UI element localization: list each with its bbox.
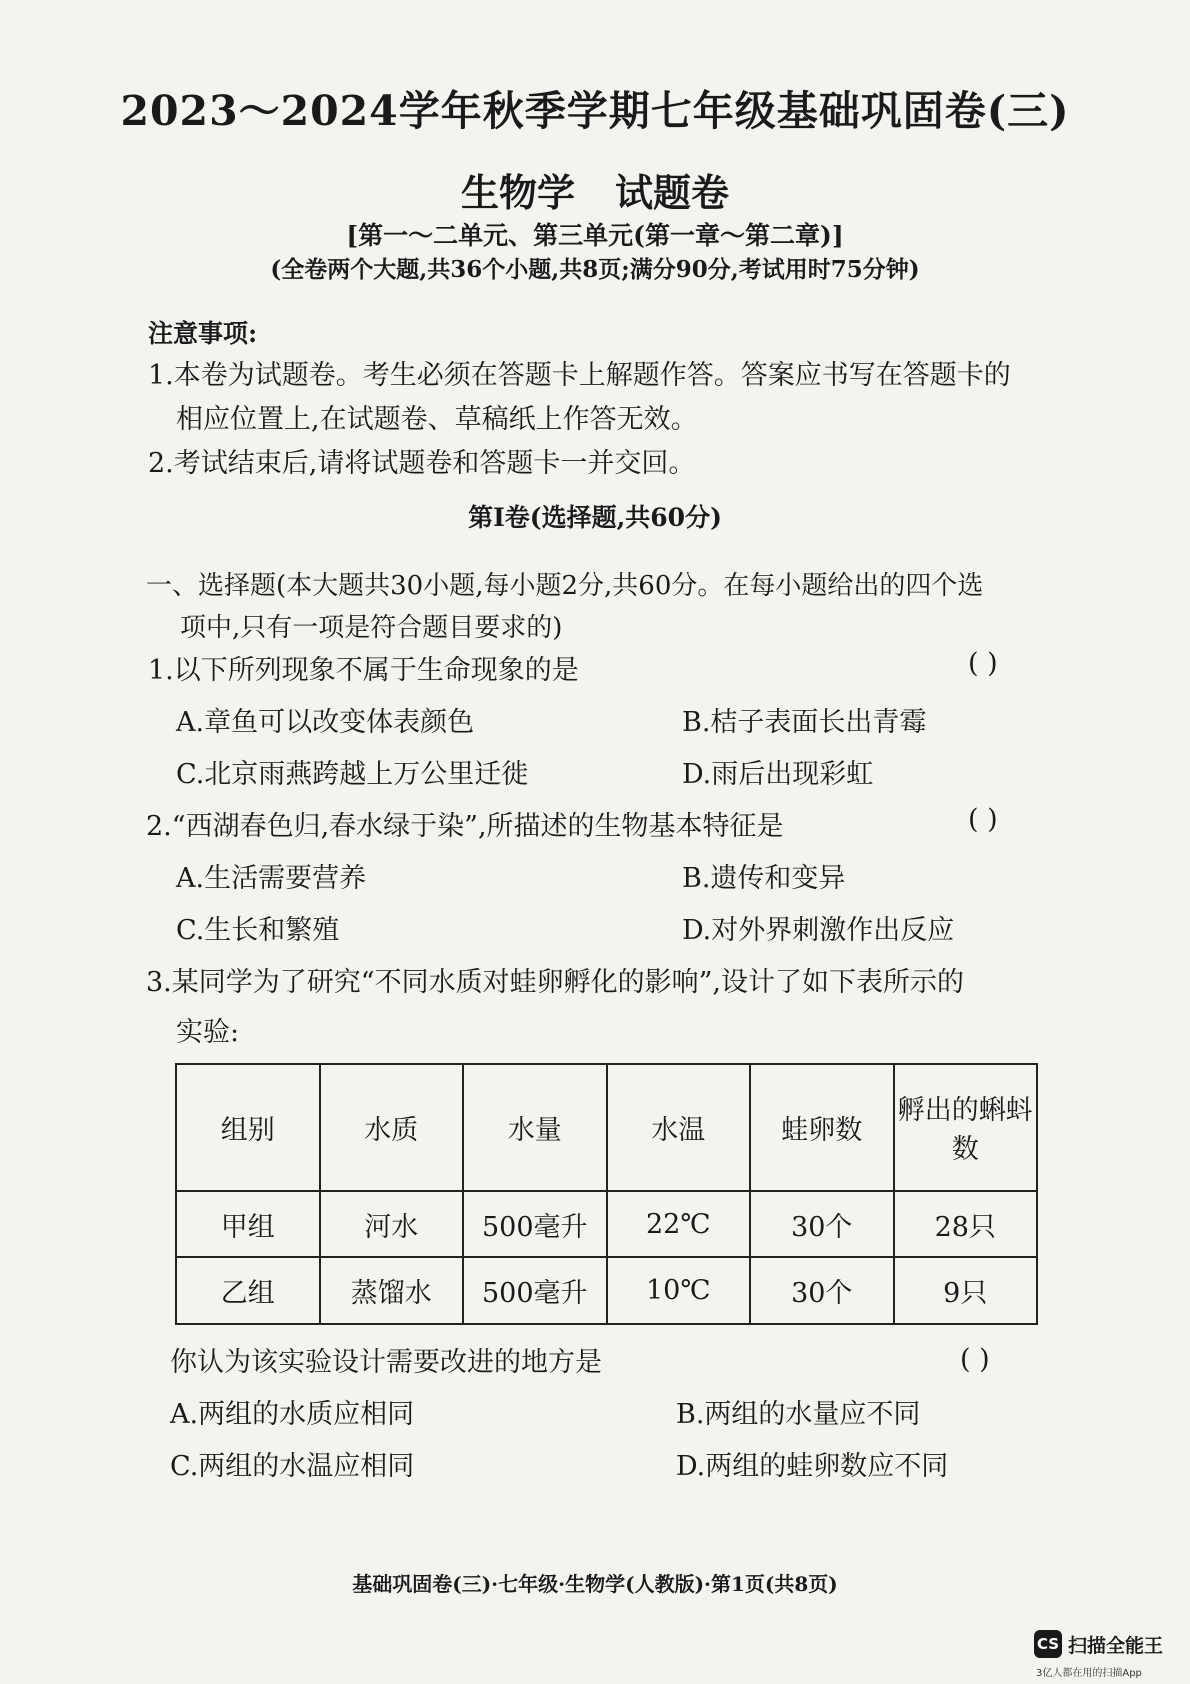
table-header-row bbox=[176, 1064, 1037, 1191]
scanner-logo-icon: CS bbox=[1034, 1630, 1062, 1658]
experiment-table bbox=[175, 1063, 1038, 1325]
table-cell: 30个 bbox=[750, 1191, 894, 1258]
table-row bbox=[176, 1191, 1037, 1258]
notice-heading: 注意事项: bbox=[148, 319, 258, 348]
table-header-cell: 水温 bbox=[607, 1064, 751, 1191]
question-1-option-c: C.北京雨燕跨越上万公里迁徙 bbox=[176, 759, 529, 790]
question-2-answer-bracket: ( ) bbox=[968, 804, 998, 835]
question-1-answer-bracket: ( ) bbox=[968, 648, 998, 679]
notice-item-1: 1.本卷为试题卷。考生必须在答题卡上解题作答。答案应书写在答题卡的 bbox=[148, 360, 1011, 391]
question-3-option-b: B.两组的水量应不同 bbox=[676, 1399, 921, 1430]
table-cell: 乙组 bbox=[176, 1257, 320, 1324]
section-heading: 第Ⅰ卷(选择题,共60分) bbox=[468, 503, 722, 532]
table-cell: 9只 bbox=[894, 1257, 1038, 1324]
scanner-watermark bbox=[1034, 1630, 1163, 1658]
question-1-option-a: A.章鱼可以改变体表颜色 bbox=[176, 707, 475, 738]
question-2-stem: 2.“西湖春色归,春水绿于染”,所描述的生物基本特征是 bbox=[146, 811, 784, 842]
table-cell: 蒸馏水 bbox=[320, 1257, 464, 1324]
question-3-stem-cont: 实验: bbox=[176, 1017, 240, 1048]
question-2-option-d: D.对外界刺激作出反应 bbox=[682, 915, 955, 946]
question-2-option-a: A.生活需要营养 bbox=[176, 863, 367, 894]
exam-info: (全卷两个大题,共36个小题,共8页;满分90分,考试用时75分钟) bbox=[270, 256, 920, 283]
table-header-cell: 水质 bbox=[320, 1064, 464, 1191]
table-cell: 10℃ bbox=[607, 1257, 751, 1324]
table-header-cell: 组别 bbox=[176, 1064, 320, 1191]
question-1-stem: 1.以下所列现象不属于生命现象的是 bbox=[148, 655, 579, 686]
exam-scope: [第一～二单元、第三单元(第一章～第二章)] bbox=[346, 221, 844, 250]
page-footer: 基础巩固卷(三)·七年级·生物学(人教版)·第1页(共8页) bbox=[352, 1572, 838, 1596]
table-header-cell: 孵出的蝌蚪数 bbox=[894, 1064, 1038, 1191]
question-3-followup: 你认为该实验设计需要改进的地方是 bbox=[170, 1347, 602, 1378]
table-cell: 28只 bbox=[894, 1191, 1038, 1258]
question-1-option-b: B.桔子表面长出青霉 bbox=[682, 707, 927, 738]
table-row bbox=[176, 1257, 1037, 1324]
question-3-answer-bracket: ( ) bbox=[960, 1344, 990, 1375]
table-cell: 甲组 bbox=[176, 1191, 320, 1258]
table-header-cell: 蛙卵数 bbox=[750, 1064, 894, 1191]
table-cell: 500毫升 bbox=[463, 1257, 607, 1324]
part-instruction: 一、选择题(本大题共30小题,每小题2分,共60分。在每小题给出的四个选 bbox=[146, 571, 984, 601]
notice-item-1-cont: 相应位置上,在试题卷、草稿纸上作答无效。 bbox=[176, 404, 698, 435]
paper-type-label: 试题卷 bbox=[615, 170, 730, 215]
notice-item-2: 2.考试结束后,请将试题卷和答题卡一并交回。 bbox=[148, 448, 696, 479]
exam-title: 2023～2024学年秋季学期七年级基础巩固卷(三) bbox=[120, 87, 1070, 135]
table-cell: 500毫升 bbox=[463, 1191, 607, 1258]
table-cell: 30个 bbox=[750, 1257, 894, 1324]
scanner-name: 扫描全能王 bbox=[1068, 1634, 1164, 1657]
question-3-option-d: D.两组的蛙卵数应不同 bbox=[676, 1451, 949, 1482]
subject-label: 生物学 bbox=[460, 170, 575, 215]
question-3-stem: 3.某同学为了研究“不同水质对蛙卵孵化的影响”,设计了如下表所示的 bbox=[146, 967, 964, 998]
table-header-cell: 水量 bbox=[463, 1064, 607, 1191]
question-1-option-d: D.雨后出现彩虹 bbox=[682, 759, 874, 790]
question-3-option-c: C.两组的水温应相同 bbox=[170, 1451, 415, 1482]
table-cell: 河水 bbox=[320, 1191, 464, 1258]
scanner-tagline: 3亿人都在用的扫描App bbox=[1036, 1668, 1142, 1679]
part-instruction-cont: 项中,只有一项是符合题目要求的) bbox=[180, 613, 563, 643]
table-cell: 22℃ bbox=[607, 1191, 751, 1258]
question-2-option-b: B.遗传和变异 bbox=[682, 863, 846, 894]
question-3-option-a: A.两组的水质应相同 bbox=[170, 1399, 415, 1430]
question-2-option-c: C.生长和繁殖 bbox=[176, 915, 340, 946]
exam-subtitle bbox=[0, 162, 1190, 217]
